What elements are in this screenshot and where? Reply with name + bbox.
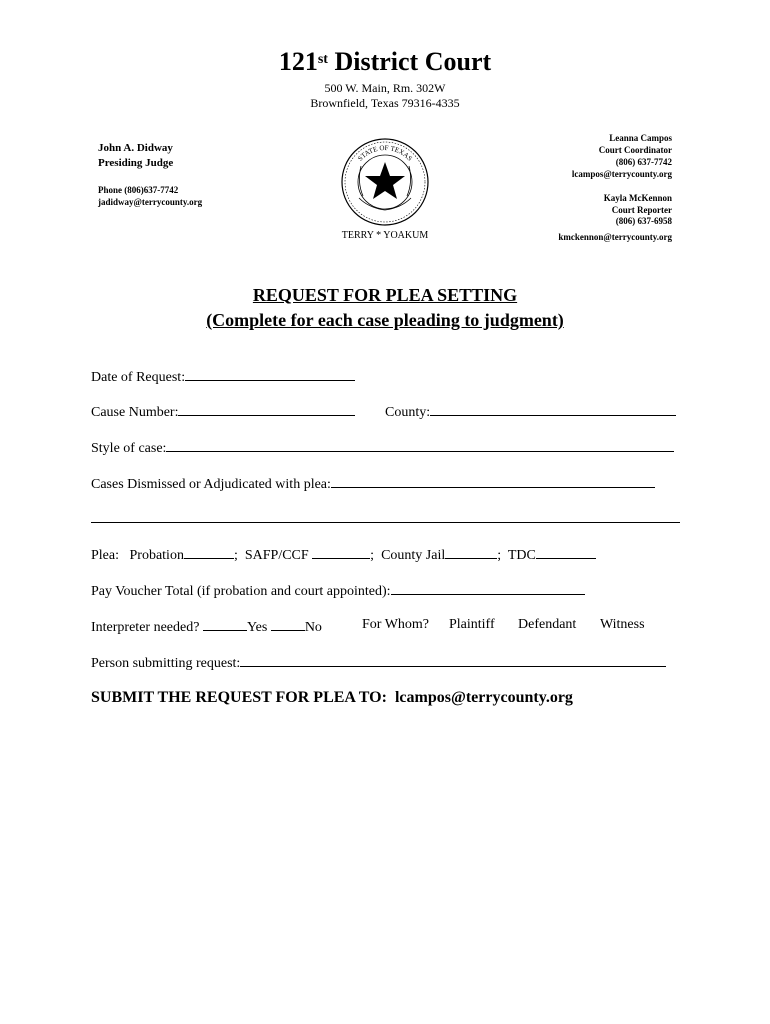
date-field[interactable]: [185, 366, 355, 381]
pay-voucher-field[interactable]: [391, 580, 585, 595]
court-suffix: st: [317, 52, 328, 67]
tdc-field[interactable]: [536, 544, 596, 559]
interpreter-label: Interpreter needed?: [91, 620, 200, 635]
county-jail-label: County Jail: [381, 548, 446, 563]
probation-label: Probation: [129, 548, 184, 563]
cause-number-field[interactable]: [178, 401, 355, 416]
judge-phone: Phone (806)637-7742: [98, 185, 179, 195]
address-line-1: 500 W. Main, Rm. 302W: [324, 81, 446, 95]
coordinator-phone: (806) 637-7742: [615, 157, 672, 167]
court-number: 121: [278, 47, 318, 76]
plea-separator-1: ;: [233, 548, 238, 563]
pay-voucher-label: Pay Voucher Total (if probation and court appointed):: [91, 584, 391, 599]
county-jail-field[interactable]: [445, 544, 497, 559]
judge-email: jadidway@terrycounty.org: [98, 197, 203, 207]
reporter-title: Court Reporter: [611, 205, 672, 215]
safp-label: SAFP/CCF: [244, 548, 309, 563]
coordinator-email: lcampos@terrycounty.org: [571, 169, 672, 179]
date-label: Date of Request:: [91, 370, 186, 385]
county-seal: [339, 136, 431, 228]
county-field[interactable]: [430, 401, 676, 416]
interpreter-no-field[interactable]: [271, 616, 305, 631]
defendant-option[interactable]: Defendant: [518, 617, 577, 632]
plea-label: Plea:: [91, 548, 119, 563]
interpreter-yes-field[interactable]: [203, 616, 247, 631]
person-submitting-field[interactable]: [240, 652, 666, 667]
reporter-email: kmckennon@terrycounty.org: [558, 232, 672, 242]
style-row: [91, 437, 674, 458]
plea-separator-2: ;: [370, 548, 375, 563]
style-label: Style of case:: [91, 441, 167, 456]
form-subheading: (Complete for each case pleading to judgment): [206, 310, 564, 330]
form-heading: REQUEST FOR PLEA SETTING: [252, 285, 518, 305]
seal-star-icon: [339, 136, 431, 228]
person-row: [91, 652, 666, 673]
reporter-phone: (806) 637-6958: [615, 216, 672, 226]
coordinator-title: Court Coordinator: [598, 145, 672, 155]
date-row: [91, 366, 355, 387]
safp-field[interactable]: [312, 544, 370, 559]
dismissed-label: Cases Dismissed or Adjudicated with plea:: [91, 477, 331, 492]
no-label: No: [304, 620, 322, 635]
witness-option[interactable]: Witness: [600, 617, 645, 632]
for-whom-label: For Whom?: [362, 617, 430, 632]
svg-text:STATE OF TEXAS: [356, 144, 414, 163]
reporter-name: Kayla McKennon: [603, 193, 672, 203]
judge-name: John A. Didway: [98, 142, 173, 154]
interpreter-row: [91, 616, 322, 637]
coordinator-name: Leanna Campos: [609, 133, 672, 143]
judge-title: Presiding Judge: [98, 157, 174, 169]
cause-row: [91, 401, 355, 422]
probation-field[interactable]: [184, 544, 234, 559]
pay-voucher-row: [91, 580, 585, 601]
court-name: District Court: [334, 47, 492, 76]
plaintiff-option[interactable]: Plaintiff: [449, 617, 495, 632]
plea-separator-3: ;: [497, 548, 502, 563]
county-row: [385, 401, 676, 422]
dismissed-continuation-field[interactable]: [91, 522, 680, 523]
address-line-2: Brownfield, Texas 79316-4335: [310, 96, 460, 110]
submit-text: SUBMIT THE REQUEST FOR PLEA TO:: [91, 689, 387, 706]
submit-instruction: [91, 688, 573, 708]
person-label: Person submitting request:: [91, 656, 241, 671]
dismissed-field[interactable]: [331, 473, 655, 488]
cause-label: Cause Number:: [91, 405, 179, 420]
tdc-label: TDC: [507, 548, 536, 563]
seal-caption: TERRY * YOAKUM: [341, 230, 429, 241]
plea-row: [91, 544, 596, 565]
style-of-case-field[interactable]: [166, 437, 674, 452]
dismissed-row: [91, 473, 655, 494]
submit-email[interactable]: lcampos@terrycounty.org: [394, 689, 573, 706]
court-title: [0, 46, 770, 78]
county-label: County:: [385, 405, 431, 420]
yes-label: Yes: [246, 620, 268, 635]
seal-ring-text: STATE OF TEXAS: [356, 143, 414, 163]
